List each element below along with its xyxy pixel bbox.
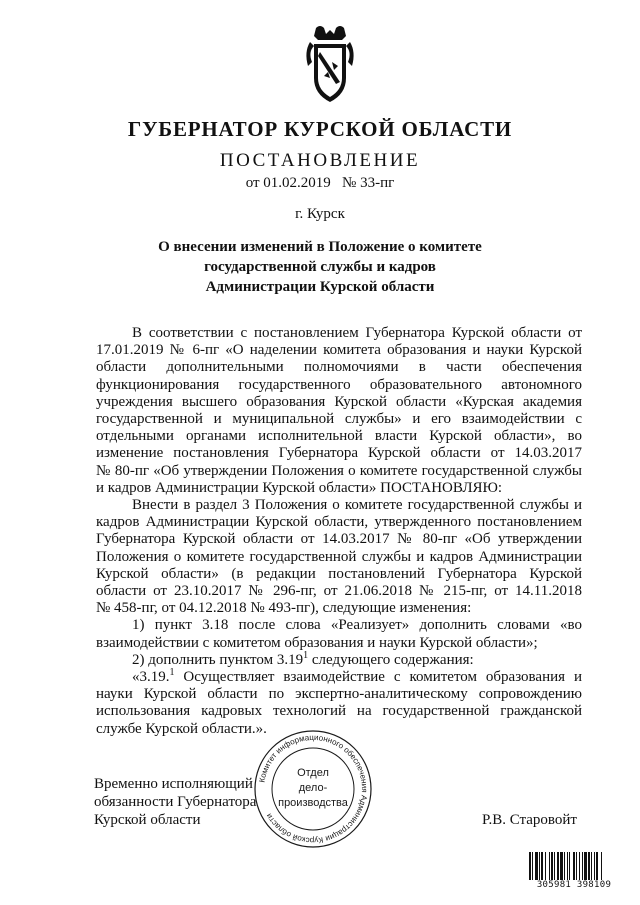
barcode-bar <box>557 852 559 882</box>
body-line: 1) пункт 3.18 после слова «Реализует» дополнить словами «во <box>132 617 582 634</box>
body-line: взаимодействии с комитетом образования и науки Курской области»; <box>96 634 538 651</box>
barcode-bar <box>532 852 533 882</box>
body-line: использования кадровых технологий на государственной гражданской <box>96 703 582 720</box>
body-line: области дополнительными полномочиями в части обеспечения <box>96 359 582 376</box>
body-line: Курской области» (в редакции постановлений Губернатора Курской <box>96 565 582 582</box>
signer-line: Временно исполняющий <box>94 776 253 792</box>
barcode-bar <box>591 852 592 882</box>
city: г. Курск <box>295 206 345 222</box>
barcode-bar <box>576 852 577 882</box>
signer-line: обязанности Губернатора <box>94 794 257 810</box>
body-text: 2) дополнить пунктом 3.19 <box>132 651 304 668</box>
title-line: О внесении изменений в Положение о комитете <box>158 239 482 255</box>
stamp-center-line: производства <box>278 797 348 809</box>
body-line: кадров Администрации Курской области, утвержденного постановлением <box>96 514 582 531</box>
office-stamp <box>252 728 374 850</box>
barcode-bar <box>594 852 595 882</box>
body-line: области от 23.10.2017 № 296-пг, от 21.06.2018 № 215-пг, от 14.11.2018 <box>96 583 582 600</box>
signer-position <box>94 775 256 829</box>
signer-line: Курской области <box>94 812 201 828</box>
body-line: Положения о комитете государственной службы и кадров Администрации <box>96 548 582 565</box>
body-line-item-3-19 <box>96 669 582 686</box>
footnote-mark: 1 <box>169 667 175 679</box>
signer-name: Р.В. Старовойт <box>482 812 577 828</box>
body-line: № 80-пг «Об утверждении Положения о комитете государственной службы <box>96 462 582 479</box>
barcode-bar <box>529 852 531 882</box>
barcode-bar <box>584 852 587 882</box>
barcode-bar <box>579 852 580 882</box>
body-line: государственной и муниципальной службы» и его взаимодействии с <box>96 411 582 428</box>
barcode-bar <box>582 852 583 882</box>
barcode-bar <box>545 852 546 882</box>
barcode-bar <box>573 852 575 882</box>
body-line: функционирования государственного образовательного автономного <box>96 376 582 393</box>
title-line: Администрации Курской области <box>205 279 435 295</box>
body-line: Губернатора Курской области от 14.03.2017 № 80-пг «Об утверждении <box>96 531 582 548</box>
date-and-number: от 01.02.2019 № 33-пг <box>245 175 395 191</box>
document-title <box>0 237 640 297</box>
body-line: В соответствии с постановлением Губернатора Курской области от <box>132 325 582 341</box>
barcode-bar <box>539 852 540 882</box>
barcode-bar <box>554 852 555 882</box>
stamp-center-line: Отдел <box>297 767 329 779</box>
body-line: 17.01.2019 № 6-пг «О наделении комитета образования и науки Курской <box>96 342 582 359</box>
body-line: изменение постановления Губернатора Курской области от 14.03.2017 <box>96 445 582 462</box>
barcode-bar <box>551 852 553 882</box>
body-line: учреждения высшего образования Курской области «Курская академия <box>96 393 582 410</box>
barcode-bar <box>567 852 568 882</box>
barcode-number: 305981 398109 <box>528 880 620 890</box>
stamp-ring-text: Комитет информационного обеспечения Администрации Курской области <box>257 732 370 846</box>
body-line: науки Курской области по экспертно-аналитическому сопровождению <box>96 686 582 703</box>
body-line: Внести в раздел 3 Положения о комитете государственной службы и <box>132 497 582 514</box>
barcode-bar <box>541 852 543 882</box>
barcode-bar <box>588 852 590 882</box>
barcode-bar <box>569 852 570 882</box>
barcode-bar <box>564 852 565 882</box>
body-text: следующего содержания: <box>308 651 474 668</box>
coat-of-arms-icon <box>302 22 358 106</box>
body-line: № 458-пг, от 04.12.2018 № 493-пг), следующие изменения: <box>96 600 472 617</box>
barcode-bar <box>535 852 538 882</box>
document-type: ПОСТАНОВЛЕНИЕ <box>219 150 421 171</box>
stamp-center-line: дело- <box>298 782 328 794</box>
barcode-bar <box>549 852 550 882</box>
title-line: государственной службы и кадров <box>204 259 436 275</box>
footnote-mark: 1 <box>303 649 309 661</box>
barcode-bar <box>596 852 598 882</box>
body-text: «3.19. <box>132 669 170 686</box>
body-line: отдельными органами исполнительной власти Курской области», во <box>96 428 582 445</box>
body-line: службе Курской области.». <box>96 720 267 737</box>
document-body <box>96 325 582 738</box>
barcode-bar <box>560 852 563 882</box>
issuer-heading: ГУБЕРНАТОР КУРСКОЙ ОБЛАСТИ <box>127 117 513 141</box>
barcode-bar <box>601 852 602 882</box>
body-line: и кадров Администрации Курской области» ПОСТАНОВЛЯЮ: <box>96 479 503 496</box>
body-text: Осуществляет взаимодействие с комитетом образования и <box>174 669 582 686</box>
